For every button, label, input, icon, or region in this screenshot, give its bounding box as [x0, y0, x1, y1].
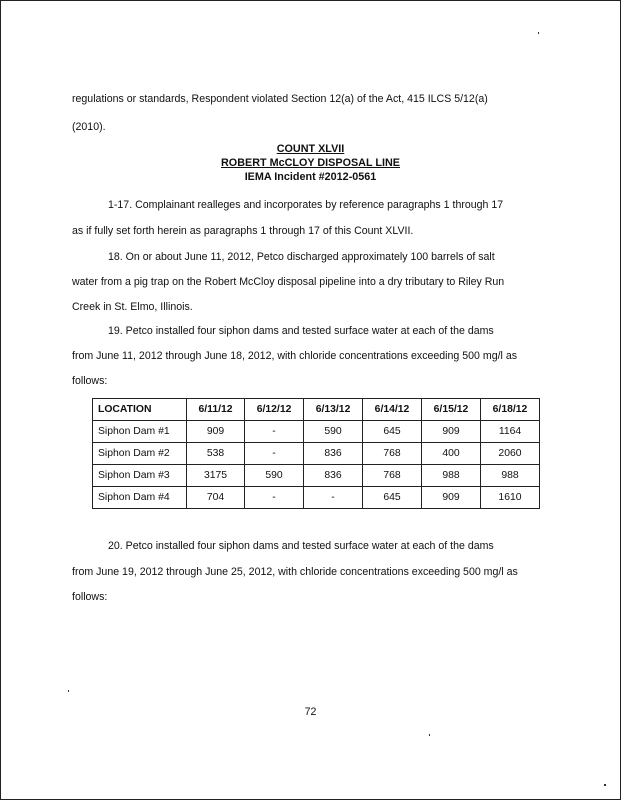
paragraph-1-17-line: as if fully set forth herein as paragraphs 1 through 17 of this Count XLVII. [72, 225, 414, 237]
page-number: 72 [304, 706, 317, 718]
table-cell: 1164 [480, 421, 539, 443]
scan-speck [538, 32, 539, 34]
incident-number: IEMA Incident #2012-0561 [244, 171, 377, 183]
chloride-table [92, 398, 540, 509]
paragraph-20-line: from June 19, 2012 through June 25, 2012, with chloride concentrations exceeding 500 mg/l as [72, 566, 518, 578]
table-row [93, 421, 540, 443]
column-header: 6/13/12 [304, 399, 363, 421]
table-cell: 590 [304, 421, 363, 443]
table-cell: - [304, 487, 363, 509]
count-subject: ROBERT McCLOY DISPOSAL LINE [221, 157, 400, 169]
scan-speck [429, 734, 430, 736]
table-cell: 400 [422, 443, 481, 465]
table-cell: 645 [363, 487, 422, 509]
table-cell: 836 [304, 465, 363, 487]
table-row [93, 443, 540, 465]
table-cell: 909 [187, 421, 245, 443]
table-cell: 836 [304, 443, 363, 465]
table-cell: 988 [422, 465, 481, 487]
paragraph-18-line: Creek in St. Elmo, Illinois. [72, 301, 193, 313]
table-cell: 590 [245, 465, 304, 487]
paragraph-1-17-line: 1-17. Complainant realleges and incorporates by reference paragraphs 1 through 17 [108, 199, 504, 211]
table-cell: 768 [363, 443, 422, 465]
column-header: 6/12/12 [245, 399, 304, 421]
table-cell: Siphon Dam #1 [93, 421, 187, 443]
table-cell: 768 [363, 465, 422, 487]
paragraph-18-line: 18. On or about June 11, 2012, Petco discharged approximately 100 barrels of salt [108, 251, 495, 263]
column-header: LOCATION [93, 399, 187, 421]
scan-speck [68, 690, 69, 692]
column-header: 6/18/12 [480, 399, 539, 421]
column-header: 6/11/12 [187, 399, 245, 421]
table-cell: - [245, 487, 304, 509]
table-row [93, 487, 540, 509]
column-header: 6/15/12 [422, 399, 481, 421]
table-cell: - [245, 443, 304, 465]
table-cell: 645 [363, 421, 422, 443]
body-line: regulations or standards, Respondent violated Section 12(a) of the Act, 415 ILCS 5/12(a) [72, 93, 488, 105]
paragraph-18-line: water from a pig trap on the Robert McCloy disposal pipeline into a dry tributary to Riley Run [72, 276, 505, 288]
body-line: (2010). [72, 121, 106, 133]
table-cell: 2060 [480, 443, 539, 465]
paragraph-19-line: from June 11, 2012 through June 18, 2012, with chloride concentrations exceeding 500 mg/l as [72, 350, 518, 362]
table-cell: 909 [422, 421, 481, 443]
table-cell: 3175 [187, 465, 245, 487]
table-cell: 538 [187, 443, 245, 465]
table-cell: 1610 [480, 487, 539, 509]
paragraph-19-line: follows: [72, 375, 108, 387]
table-cell: 909 [422, 487, 481, 509]
table-cell: Siphon Dam #4 [93, 487, 187, 509]
paragraph-19-line: 19. Petco installed four siphon dams and tested surface water at each of the dams [108, 325, 494, 337]
table-cell: 704 [187, 487, 245, 509]
scan-speck [604, 784, 606, 786]
count-title: COUNT XLVII [276, 143, 345, 155]
paragraph-20-line: follows: [72, 591, 108, 603]
table-cell: - [245, 421, 304, 443]
table-cell: Siphon Dam #3 [93, 465, 187, 487]
table-row [93, 465, 540, 487]
column-header: 6/14/12 [363, 399, 422, 421]
table-header-row [93, 399, 540, 421]
table-cell: Siphon Dam #2 [93, 443, 187, 465]
table-cell: 988 [480, 465, 539, 487]
paragraph-20-line: 20. Petco installed four siphon dams and tested surface water at each of the dams [108, 540, 494, 552]
